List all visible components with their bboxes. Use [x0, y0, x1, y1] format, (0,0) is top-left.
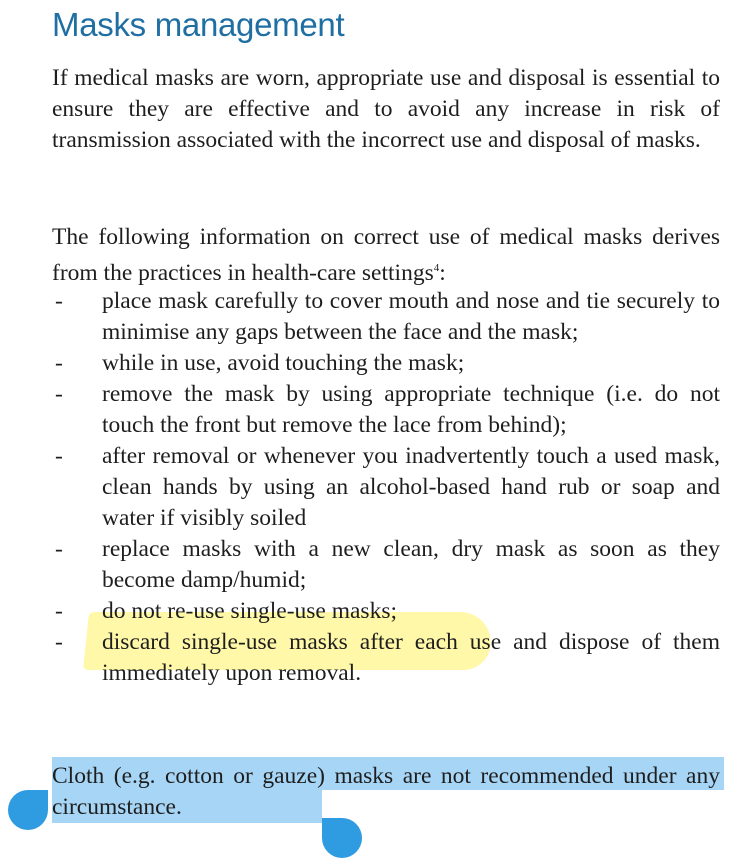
bullet-dash: - [55, 288, 63, 314]
list-item [52, 348, 720, 379]
practices-paragraph [52, 222, 720, 289]
list-item-text: discard single-use masks after each use and dispose of them immediately upon removal. [102, 629, 720, 686]
section-title: Masks management [52, 6, 345, 43]
bullet-dash: - [55, 443, 63, 469]
practices-colon: : [439, 259, 446, 286]
bullet-dash: - [55, 598, 63, 624]
list-item-text: remove the mask by using appropriate technique (i.e. do not touch the front but remove the lace from behind); [102, 381, 720, 438]
list-item [52, 379, 720, 441]
list-item-text: place mask carefully to cover mouth and nose and tie securely to minimise any gaps between the face and the mask; [102, 288, 720, 345]
list-item [52, 627, 720, 689]
list-item-text: while in use, avoid touching the mask; [102, 350, 465, 376]
list-item-text: after removal or whenever you inadvertently touch a used mask, clean hands by using an alcohol-based hand rub or soap and water if visibly soiled [102, 443, 720, 531]
bullet-dash: - [55, 536, 63, 562]
list-item-highlighted [52, 596, 720, 627]
cloth-mask-paragraph[interactable]: Cloth (e.g. cotton or gauze) masks are not recommended under any circumstance. [52, 763, 720, 820]
bullet-dash: - [55, 350, 63, 376]
selection-start-handle-icon[interactable] [8, 790, 48, 830]
mask-use-list [52, 286, 720, 689]
list-item-text: do not re-use single-use masks; [102, 598, 398, 624]
footnote-reference[interactable]: 4 [433, 262, 440, 274]
list-item [52, 286, 720, 348]
bullet-dash: - [55, 629, 63, 655]
practices-text: The following information on correct use of medical masks derives from the practices in health-care settings [52, 224, 720, 286]
list-item [52, 534, 720, 596]
bullet-dash: - [55, 381, 63, 407]
intro-paragraph: If medical masks are worn, appropriate use and disposal is essential to ensure they are effective and to avoid any increase in risk of transmission associated with the incorrect use and disposal of masks. [52, 65, 720, 153]
selection-end-handle-icon[interactable] [322, 818, 362, 858]
list-item [52, 441, 720, 534]
list-item-text: replace masks with a new clean, dry mask as soon as they become damp/humid; [102, 536, 720, 593]
